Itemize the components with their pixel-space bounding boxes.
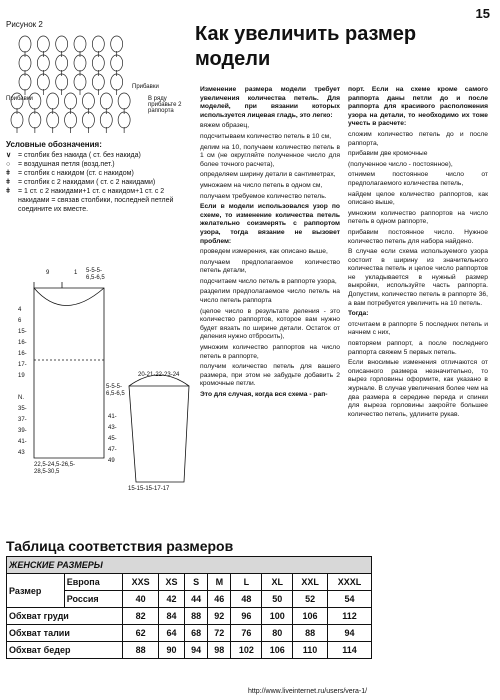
paragraph: сложим количество петель до и после раппорта, bbox=[348, 130, 488, 147]
paragraph: определяем ширину детали в сантиметрах, bbox=[200, 171, 336, 179]
legend-text: = 1 ст. с 2 накидами+1 ст. с накидом+1 ст. с 2 накидами = связав столбики, последней петлей соедините их вместе. bbox=[18, 188, 174, 213]
body-measurements: N. 35- 37- 39- 41- 43 bbox=[18, 395, 27, 456]
legend-symbol: ∨ bbox=[6, 152, 12, 159]
europe-size-cell: L bbox=[231, 574, 262, 591]
measure-cell: 106 bbox=[262, 642, 293, 659]
sleeve-side-measurements: 5-5-5- 6,5-6,5 bbox=[106, 384, 125, 397]
chain-loop bbox=[111, 74, 123, 90]
paragraph: получаем требуемое количество петель. bbox=[200, 192, 327, 200]
measure-cell: 94 bbox=[327, 625, 371, 642]
chain-loop bbox=[11, 112, 23, 128]
legend bbox=[6, 140, 186, 214]
russia-size-cell: 54 bbox=[327, 591, 371, 608]
article-column-1 bbox=[200, 86, 340, 402]
europe-size-cell: XXL bbox=[293, 574, 328, 591]
article-column-2 bbox=[348, 86, 488, 421]
chain-loop bbox=[74, 36, 86, 52]
footer-url: http://www.liveinternet.ru/users/vera-1/ bbox=[248, 688, 368, 695]
measure-cell: 88 bbox=[185, 608, 208, 625]
front-top-b: 1 bbox=[74, 270, 78, 276]
paragraph: проведем измерения, как описано выше, bbox=[200, 248, 328, 256]
page-number: 15 bbox=[475, 6, 490, 21]
paragraph: вяжем образец, bbox=[200, 122, 250, 130]
legend-text: = столбик без накида ( ст. без накида) bbox=[18, 152, 141, 159]
measure-cell: 98 bbox=[208, 642, 231, 659]
size-table-header: ЖЕНСКИЕ РАЗМЕРЫ bbox=[7, 557, 372, 574]
russia-size-cell: 44 bbox=[185, 591, 208, 608]
paragraph: Это для случая, когда вся схема - рап- bbox=[200, 391, 328, 398]
crochet-chart bbox=[4, 30, 194, 138]
measure-cell: 68 bbox=[185, 625, 208, 642]
russia-size-cell: 52 bbox=[293, 591, 328, 608]
measure-cell: 100 bbox=[262, 608, 293, 625]
paragraph: прибавим две кромочные bbox=[348, 150, 428, 158]
paragraph: отсчитаем в раппорте 5 последних петель и начнем с них, bbox=[348, 320, 488, 337]
measure-label: Обхват талии bbox=[7, 625, 123, 642]
chain-loop bbox=[100, 112, 112, 128]
chain-loop bbox=[19, 55, 31, 71]
chain-loop bbox=[82, 93, 94, 109]
side-measurements: 4 6 15- 16- 16- 17- 19 bbox=[18, 307, 27, 379]
europe-size-cell: M bbox=[208, 574, 231, 591]
chain-loop bbox=[37, 74, 49, 90]
table-row bbox=[7, 625, 372, 642]
russia-size-cell: 40 bbox=[123, 591, 159, 608]
measure-cell: 88 bbox=[293, 625, 328, 642]
measure-cell: 62 bbox=[123, 625, 159, 642]
chain-loop bbox=[37, 36, 49, 52]
chain-loop bbox=[56, 74, 68, 90]
legend-text: = столбик с накидом (ст. с накидом) bbox=[18, 170, 134, 177]
legend-item bbox=[6, 187, 186, 214]
russia-size-cell: 42 bbox=[158, 591, 184, 608]
russia-size-cell: 46 bbox=[208, 591, 231, 608]
chain-loop bbox=[92, 74, 104, 90]
measure-cell: 106 bbox=[293, 608, 328, 625]
measure-cell: 102 bbox=[231, 642, 262, 659]
paragraph: (полученное число - постоянное), bbox=[348, 160, 453, 168]
russia-size-cell: 48 bbox=[231, 591, 262, 608]
europe-size-cell: XXXL bbox=[327, 574, 371, 591]
legend-item bbox=[6, 151, 186, 160]
paragraph: умножим количество раппортов на число петель в одном раппорте, bbox=[348, 209, 488, 226]
chain-loop bbox=[19, 36, 31, 52]
paragraph: подсчитываем количество петель в 10 см, bbox=[200, 132, 332, 140]
paragraph: найдем целое количество раппортов, как описано выше, bbox=[348, 190, 488, 207]
paragraph: Если вносимые изменения отличаются от описанного размера незначительно, то вырез горловины оформите, как указано в журнале. В случае увеличения более чем на два размера в середине переда и спинки для выреза горловины закройте большее количество петель, удлините рукав. bbox=[348, 359, 488, 418]
chain-loop bbox=[111, 55, 123, 71]
chain-loop bbox=[56, 55, 68, 71]
measure-cell: 80 bbox=[262, 625, 293, 642]
sleeve-top-measurements: 20-21-22-23-24 bbox=[138, 372, 180, 378]
russia-size-cell: 50 bbox=[262, 591, 293, 608]
paragraph: Изменение размера модели требует увеличения количества петель. Для моделей, при вязании которых используется лицевая гладь, это легко: bbox=[200, 86, 340, 119]
chain-loop bbox=[92, 36, 104, 52]
paragraph: отнимем постоянное число от предполагаемого количества петель, bbox=[348, 171, 488, 187]
legend-item bbox=[6, 178, 186, 187]
measure-cell: 96 bbox=[231, 608, 262, 625]
europe-size-cell: XXS bbox=[123, 574, 159, 591]
measure-cell: 88 bbox=[123, 642, 159, 659]
measure-cell: 84 bbox=[158, 608, 184, 625]
paragraph: получаем предполагаемое количество петель детали, bbox=[200, 258, 340, 275]
measure-cell: 72 bbox=[208, 625, 231, 642]
chain-loop bbox=[19, 74, 31, 90]
measure-cell: 76 bbox=[231, 625, 262, 642]
paragraph: умножаем на число петель в одном см, bbox=[200, 181, 323, 189]
chain-loop bbox=[65, 93, 77, 109]
europe-size-cell: S bbox=[185, 574, 208, 591]
table-row bbox=[7, 642, 372, 659]
legend-symbol: ○ bbox=[6, 161, 11, 168]
legend-title: Условные обозначения: bbox=[6, 140, 102, 149]
chain-loop bbox=[82, 112, 94, 128]
size-label: Размер bbox=[7, 574, 65, 608]
paragraph: Если в модели использовался узор по схеме, то изменение количества петель желательно соизмерять с раппортом узора, тогда вязание не вызовет проблем: bbox=[200, 203, 340, 245]
sleeve-bottom-measurements: 15-15-15-17-17 bbox=[128, 486, 170, 492]
table-row bbox=[7, 608, 372, 625]
increases-label-left: Прибавки bbox=[6, 96, 33, 102]
row-note: В ряду прибавьте 2 раппорта bbox=[148, 96, 182, 114]
paragraph: порт. Если на схеме кроме самого раппорта даны петли до и после раппорта для красивого расположения узора на детали, то необходимо их тоже учесть в расчете: bbox=[348, 86, 488, 128]
legend-text: = воздушная петля (возд.пет.) bbox=[18, 161, 115, 168]
chain-loop bbox=[29, 112, 41, 128]
europe-size-cell: XL bbox=[262, 574, 293, 591]
russia-label: Россия bbox=[64, 591, 123, 608]
measure-cell: 90 bbox=[158, 642, 184, 659]
paragraph: умножим количество раппортов на число петель в раппорте, bbox=[200, 344, 340, 360]
chain-loop bbox=[100, 93, 112, 109]
europe-size-cell: XS bbox=[158, 574, 184, 591]
legend-text: = столбик с 2 накидами ( ст. с 2 накидами) bbox=[18, 179, 156, 186]
legend-item bbox=[6, 169, 186, 178]
paragraph: повторяем раппорт, а после последнего раппорта свяжем 5 первых петель. bbox=[348, 340, 488, 356]
chain-loop bbox=[118, 112, 130, 128]
paragraph: делим на 10, получаем количество петель в 1 см (не округляйте полученное число для более точного расчета), bbox=[200, 143, 340, 168]
chain-loop bbox=[65, 112, 77, 128]
paragraph: подсчитаем число петель в раппорте узора, bbox=[200, 277, 337, 285]
front-top-a: 9 bbox=[46, 270, 50, 276]
paragraph: получим количество петель для вашего размера, при этом не забудьте добавить 2 кромочные петли. bbox=[200, 363, 340, 388]
measure-cell: 82 bbox=[123, 608, 159, 625]
article-title: Как увеличить размер модели bbox=[195, 23, 417, 70]
measure-cell: 114 bbox=[327, 642, 371, 659]
chain-loop bbox=[92, 55, 104, 71]
pattern-schematic bbox=[4, 268, 196, 496]
measure-cell: 110 bbox=[293, 642, 328, 659]
legend-item bbox=[6, 160, 186, 169]
increases-label-right: Прибавки bbox=[132, 84, 159, 90]
figure-label: Рисунок 2 bbox=[6, 20, 43, 29]
chain-loop bbox=[111, 36, 123, 52]
paragraph: разделим предполагаемое число петель на число петель раппорта bbox=[200, 288, 340, 305]
neck-measurements: 5-5-5- 6,5-6,5 bbox=[86, 268, 105, 281]
legend-symbol: ǂ bbox=[6, 179, 11, 186]
paragraph: Тогда: bbox=[348, 310, 369, 318]
chain-loop bbox=[56, 36, 68, 52]
bottom-measurements: 22,5-24,5-26,5- 28,5-30,5 bbox=[34, 462, 76, 475]
measure-cell: 112 bbox=[327, 608, 371, 625]
measure-cell: 64 bbox=[158, 625, 184, 642]
europe-label: Европа bbox=[64, 574, 123, 591]
chain-loop bbox=[47, 93, 59, 109]
measure-label: Обхват бедер bbox=[7, 642, 123, 659]
legend-symbol: ǂ bbox=[6, 188, 11, 195]
paragraph: (целое число в результате деления - это количество раппортов, которое вам нужно будет вязать по ширине детали. Остаток от деления нужно отбросить), bbox=[200, 307, 340, 341]
chain-loop bbox=[74, 74, 86, 90]
size-table bbox=[6, 556, 372, 659]
measure-cell: 92 bbox=[208, 608, 231, 625]
chain-loop bbox=[74, 55, 86, 71]
chain-loop bbox=[118, 93, 130, 109]
legend-symbol: ǂ bbox=[6, 170, 11, 177]
size-table-title: Таблица соответствия размеров bbox=[6, 538, 234, 554]
sleeve-body-measurements: 41- 43- 45- 47- 49 bbox=[108, 414, 117, 464]
paragraph: В случае если схема используемого узора состоит в ширину из значительного количества петель и целое число раппортов не укладывается в нужный размер выкройки, используйте часть раппорта. Допустим, количество петель в раппорте 36, а вам потребуется увеличить на 10 петель. bbox=[348, 248, 488, 307]
measure-cell: 94 bbox=[185, 642, 208, 659]
measure-label: Обхват груди bbox=[7, 608, 123, 625]
chain-loop bbox=[37, 55, 49, 71]
chain-loop bbox=[47, 112, 59, 128]
paragraph: прибавим постоянное число. Нужное количество петель для набора найдено. bbox=[348, 228, 488, 245]
